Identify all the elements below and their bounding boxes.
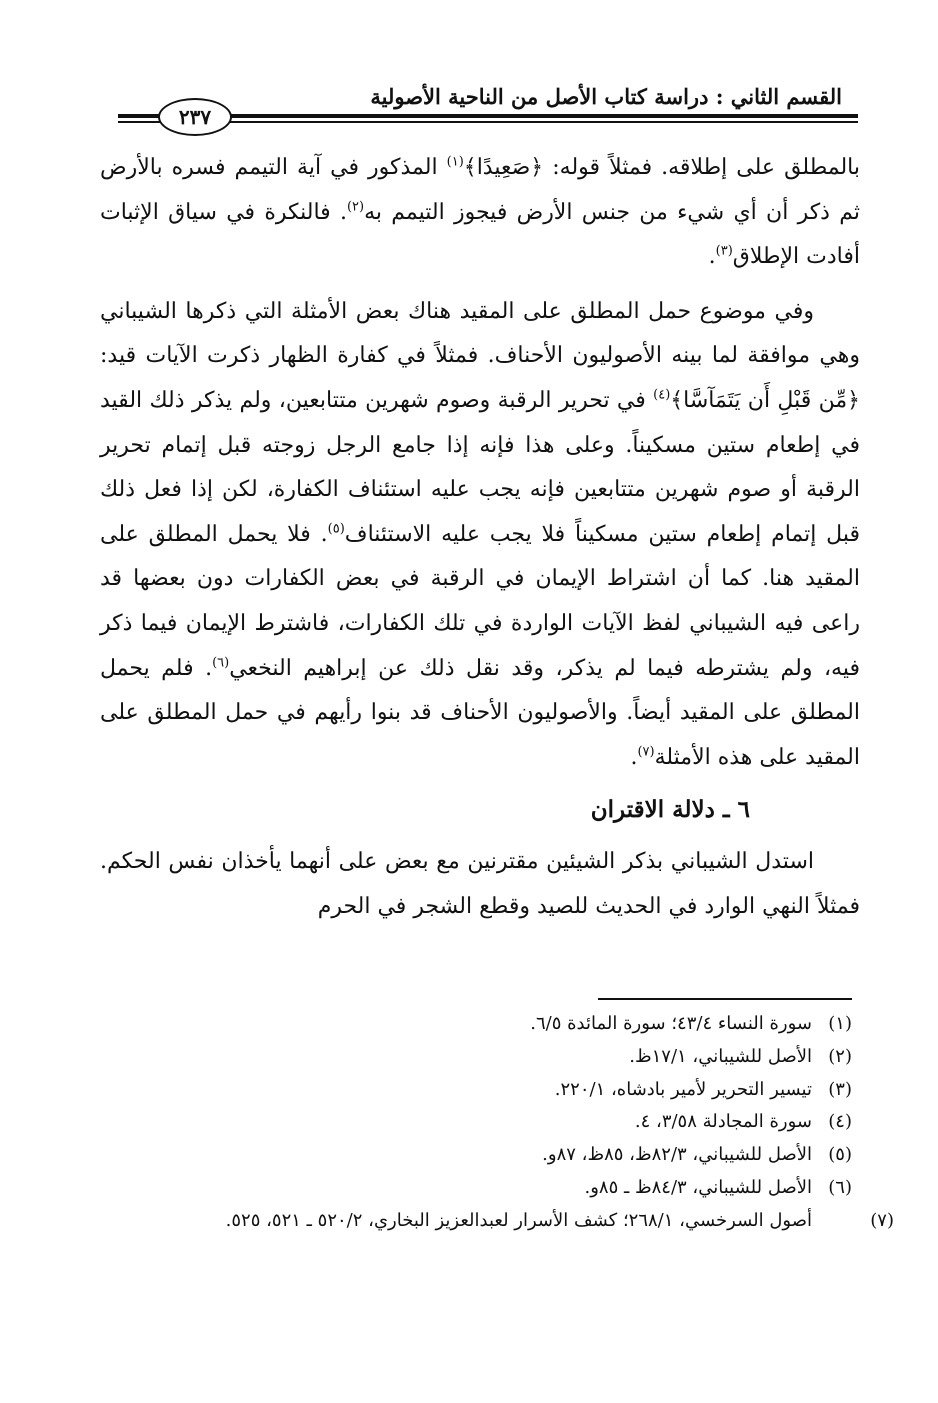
section-heading: ٦ ـ دلالة الاقتران (590, 796, 750, 824)
footnote-3: (٣)تيسير التحرير لأمير بادشاه، ٢٢٠/١. (554, 1078, 852, 1100)
page-number: ٢٣٧ (158, 98, 232, 136)
main-text (100, 146, 860, 930)
running-title: القسم الثاني : دراسة كتاب الأصل من الناحية الأصولية (370, 84, 842, 109)
footnote-ref: (١) (446, 154, 464, 170)
footnotes (92, 1008, 894, 1237)
footnote-6: (٦)الأصل للشيباني، ٨٤/٣ظ ـ ٨٥و. (584, 1176, 852, 1198)
footnote-2: (٢)الأصل للشيباني، ١٧/١ظ. (629, 1045, 852, 1067)
footnote-ref: (٤) (653, 387, 671, 403)
footnote-rule (598, 998, 852, 1000)
footnote-4: (٤)سورة المجادلة ٣/٥٨، ٤. (634, 1111, 852, 1133)
footnote-ref: (٢) (346, 199, 365, 215)
paragraph-1: بالمطلق على إطلاقه. فمثلاً قوله: ﴿صَعِيدًا﴾$^{(١)}$ المذكور في آية التيمم فسره بالأرض ثم ذكر أن أي شيء من جنس الأرض فيجوز التيمم به$^{(٢)}$. فالنكرة في سياق الإثبات أفادت الإطلاق$^{(٣)}$. (100, 154, 860, 270)
footnote-7: (٧)أصول السرخسي، ٢٦٨/١؛ كشف الأسرار لعبدالعزيز البخاري، ٥٢٠/٢ ـ ٥٢١، ٥٢٥. (225, 1209, 894, 1231)
footnote-ref: (٣) (715, 243, 733, 259)
footnote-5: (٥)الأصل للشيباني، ٨٢/٣ظ، ٨٥ظ، ٨٧و. (542, 1144, 852, 1166)
footnote-ref: (٥) (327, 521, 345, 537)
footnote-ref: (٦) (212, 655, 230, 671)
footnote-1: (١)سورة النساء ٤٣/٤؛ سورة المائدة ٦/٥. (530, 1013, 852, 1034)
paragraph-2: وفي موضوع حمل المطلق على المقيد هناك بعض الأمثلة التي ذكرها الشيباني وهي موافقة لما بينه الأصوليون الأحناف. فمثلاً في كفارة الظهار ذكرت الآيات قيد: ﴿مِّن قَبْلِ أَن يَتَمَآسَّا﴾$^{(٤)}$ في تحرير الرقبة وصوم شهرين متتابعين، ولم يذكر ذلك القيد في إطعام ستين مسكيناً. وعلى هذا فإنه إذا جامع الرجل زوجته قبل إتمام تحرير الرقبة أو صوم شهرين متتابعين فإنه يجب عليه استئناف الكفارة، لكن إذا فعل ذلك قبل إتمام إطعام ستين مسكيناً فلا يجب عليه الاستئناف$^{(٥)}$. فلا يحمل المطلق على المقيد هنا. كما أن اشتراط الإيمان في الرقبة في بعض الكفارات دون بعضها قد راعى فيه الشيباني لفظ الآيات الواردة في تلك الكفارات، فاشترط الإيمان فيما ذكر فيه، ولم يشترطه فيما لم يذكر، وقد نقل ذلك عن إبراهيم النخعي$^{(٦)}$. فلم يحمل المطلق على المقيد أيضاً. والأصوليون الأحناف قد بنوا رأيهم في حمل المطلق على المقيد على هذه الأمثلة$^{(٧)}$. (100, 298, 860, 770)
paragraph-3: استدل الشيباني بذكر الشيئين مقترنين مع بعض على أنهما يأخذان نفس الحكم. فمثلاً النهي الوارد في الحديث للصيد وقطع الشجر في الحرم (100, 849, 860, 919)
footnote-ref: (٧) (637, 744, 655, 760)
